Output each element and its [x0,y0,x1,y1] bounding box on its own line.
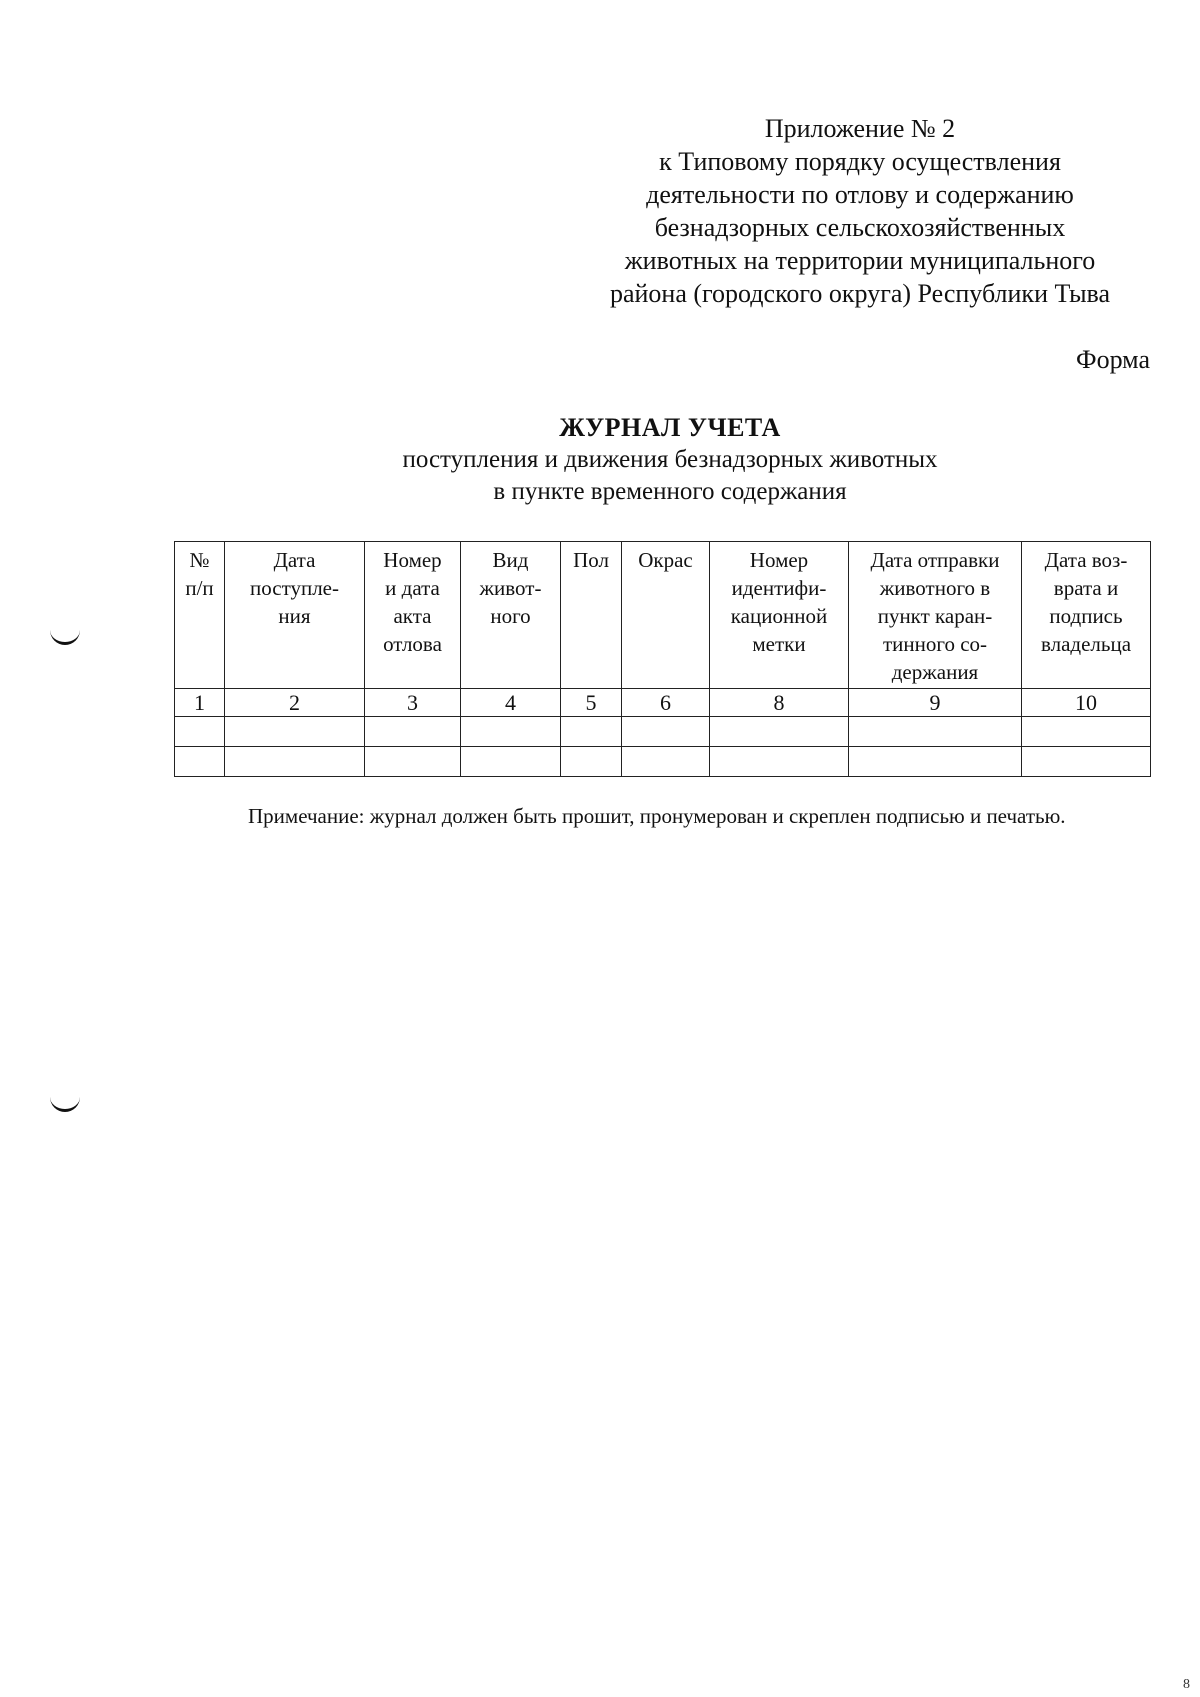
header-text-line: живот- [479,576,542,600]
header-text-line: Номер [383,548,442,572]
form-label: Форма [1076,345,1150,374]
header-text-line: ного [490,604,531,628]
column-number-cell: 9 [849,689,1022,717]
header-text-line: Дата отправки [870,548,1000,572]
binding-hole-mark [50,1097,80,1112]
header-text-line: поступле- [249,576,339,600]
empty-cell [710,747,849,777]
column-number-cell: 2 [225,689,365,717]
header-cell-capture-act [365,542,461,689]
table-empty-row [175,747,1151,777]
empty-cell [461,747,561,777]
corner-mark: 8 [1183,1677,1190,1692]
note-text: Примечание: журнал должен быть прошит, пронумерован и скреплен подписью и печатью. [248,804,1066,828]
empty-cell [225,747,365,777]
appendix-line: Приложение № 2 [764,114,956,143]
column-number-cell: 8 [710,689,849,717]
header-text-line: п/п [185,576,214,600]
journal-table [174,541,1151,777]
appendix-line: безнадзорных сельскохозяйственных [654,213,1066,242]
header-text-line: акта [393,604,432,628]
header-cell-color [622,542,710,689]
journal-title-block [240,411,1100,508]
header-cell-tag-number [710,542,849,689]
header-text-line: метки [752,632,806,656]
empty-cell [225,717,365,747]
header-cell-number [175,542,225,689]
header-text-line: врата и [1053,576,1119,600]
header-text-line: Окрас [638,548,693,572]
header-text-line: подпись [1049,604,1123,628]
header-text-line: животного в [879,576,991,600]
column-number-cell: 1 [175,689,225,717]
journal-subtitle-line: поступления и движения безнадзорных животных [402,446,938,473]
appendix-line: района (городского округа) Республики Тыва [609,279,1111,308]
journal-subtitle-line: в пункте временного содержания [493,478,847,505]
header-text-line: и дата [385,576,440,600]
header-text-line: Пол [573,548,609,572]
binding-hole-mark [50,630,80,645]
header-cell-species [461,542,561,689]
empty-cell [1022,747,1151,777]
empty-cell [849,717,1022,747]
empty-cell [365,717,461,747]
journal-title: ЖУРНАЛ УЧЕТА [559,413,781,442]
header-text-line: пункт каран- [877,604,993,628]
header-cell-arrival-date [225,542,365,689]
appendix-line: животных на территории муниципального [624,246,1096,275]
empty-cell [175,717,225,747]
header-cell-sex [561,542,622,689]
empty-cell [622,717,710,747]
header-text-line: Дата воз- [1044,548,1128,572]
header-text-line: ния [278,604,311,628]
appendix-header [560,112,1160,310]
header-text-line: идентифи- [731,576,827,600]
table-header-row [175,542,1151,689]
column-number-cell: 3 [365,689,461,717]
header-text-line: держания [891,660,979,684]
header-cell-quarantine-date [849,542,1022,689]
header-text-line: владельца [1040,632,1132,656]
empty-cell [622,747,710,777]
empty-cell [461,717,561,747]
table-column-number-row [175,689,1151,717]
empty-cell [561,717,622,747]
column-number-cell: 6 [622,689,710,717]
table-empty-row [175,717,1151,747]
column-number-cell: 4 [461,689,561,717]
appendix-line: деятельности по отлову и содержанию [646,180,1074,209]
header-text-line: Вид [492,548,529,572]
column-number-cell: 10 [1022,689,1151,717]
header-cell-return-date [1022,542,1151,689]
empty-cell [1022,717,1151,747]
header-text-line: кационной [730,604,828,628]
empty-cell [561,747,622,777]
empty-cell [175,747,225,777]
appendix-line: к Типовому порядку осуществления [659,147,1061,176]
empty-cell [365,747,461,777]
header-text-line: Дата [273,548,316,572]
header-text-line: Номер [749,548,809,572]
column-number-cell: 5 [561,689,622,717]
empty-cell [710,717,849,747]
header-text-line: тинного со- [882,632,988,656]
header-text-line: отлова [383,632,442,656]
header-text-line: № [189,548,210,572]
empty-cell [849,747,1022,777]
